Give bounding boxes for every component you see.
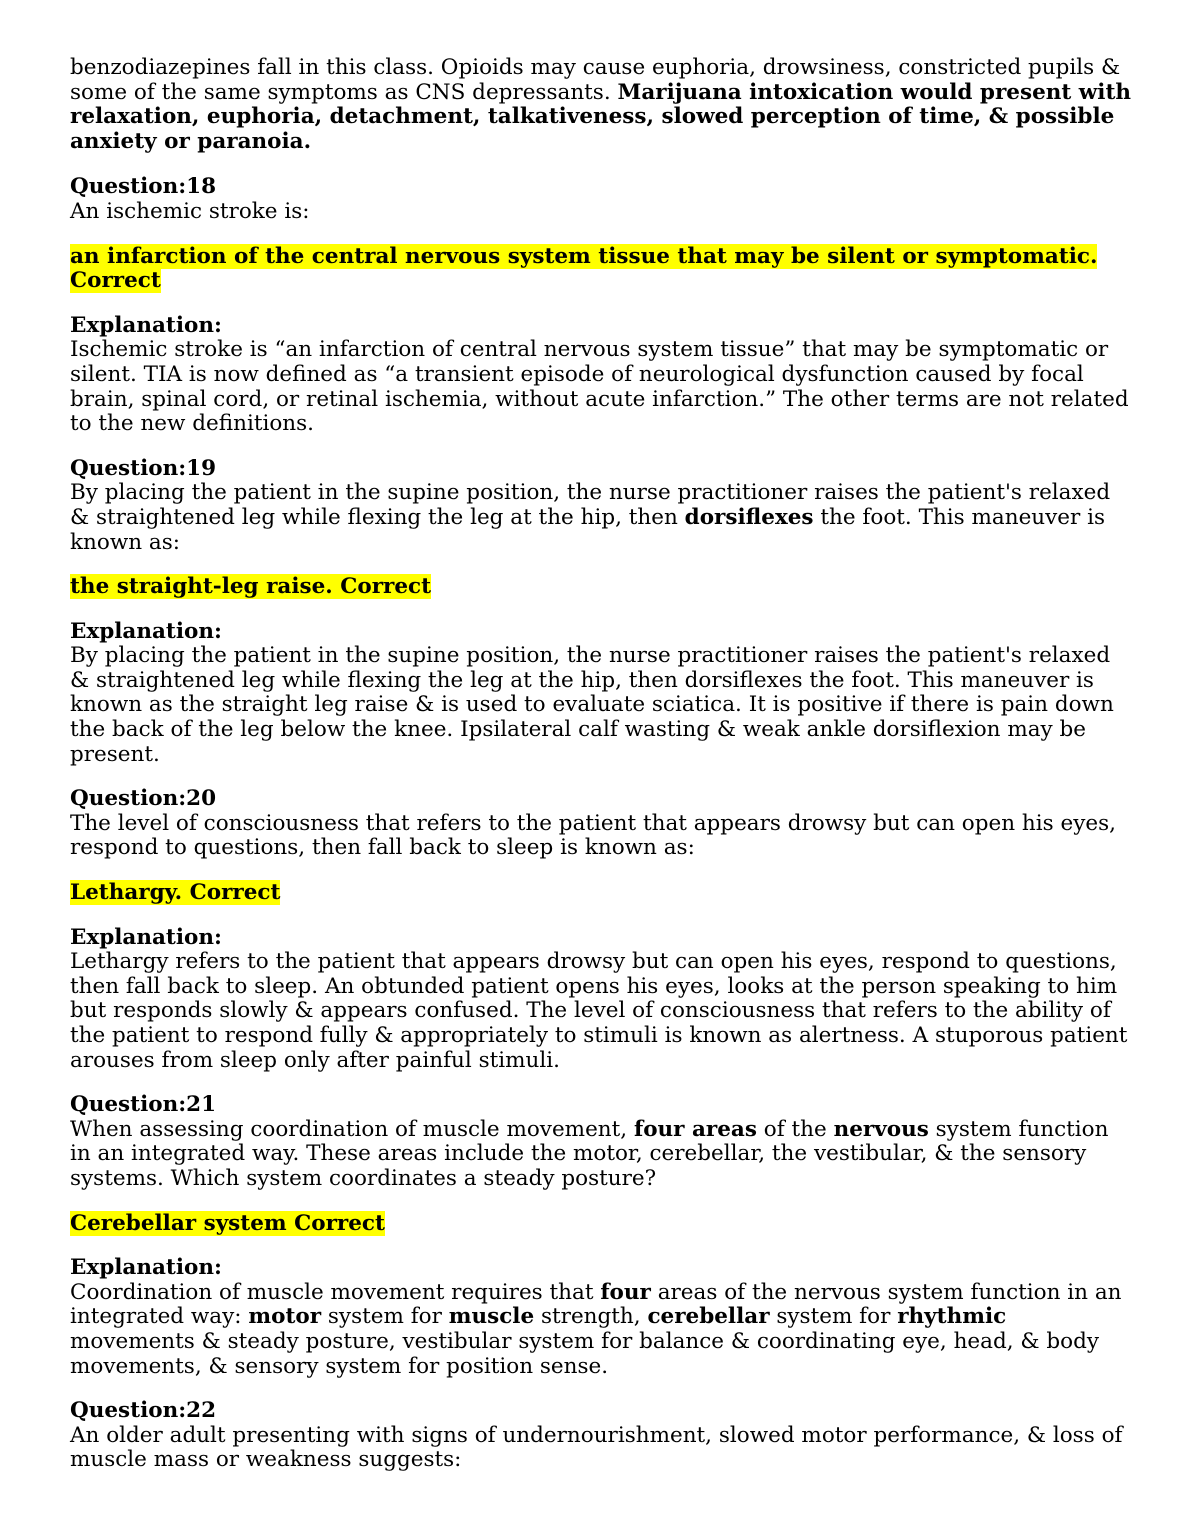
explanation-label: Explanation: — [70, 924, 222, 950]
question-text: By placing the patient in the supine position, the nurse practitioner raises the patient's relaxed & straightened leg while flexing the leg at the hip, then dorsiflexes the foot. This maneuver is known as: — [70, 480, 1111, 555]
answer-line — [70, 1212, 1135, 1237]
question-text: When assessing coordination of muscle movement, four areas of the nervous system function in an integrated way. These areas include the motor, cerebellar, the vestibular, & the sensory systems. Which system coordinates a steady posture? — [70, 1116, 1109, 1191]
answer-line — [70, 881, 1135, 906]
question-21 — [70, 1093, 1135, 1379]
intro-text: benzodiazepines fall in this class. Opioids may cause euphoria, drowsiness, constricted pupils & some of the same symptoms as CNS depressants. — [70, 55, 1121, 105]
answer-line — [70, 245, 1135, 294]
explanation-label: Explanation: — [70, 1255, 222, 1281]
question-22 — [70, 1399, 1135, 1473]
question-label: Question:20 — [70, 786, 217, 812]
explanation-label: Explanation: — [70, 312, 222, 338]
question-text: An ischemic stroke is: — [70, 198, 310, 224]
question-18 — [70, 175, 1135, 436]
correct-answer: Lethargy. Correct — [70, 880, 281, 906]
explanation-label: Explanation: — [70, 618, 222, 644]
intro-paragraph — [70, 56, 1135, 154]
intro-bold-text: Marijuana intoxication would present with relaxation, euphoria, detachment, talkativeness, slowed perception of time, & possible anxiety or paranoia. — [70, 79, 1132, 154]
explanation-text: Lethargy refers to the patient that appears drowsy but can open his eyes, respond to questions, then fall back to sleep. An obtunded patient opens his eyes, looks at the person speaking to him but responds slowly & appears confused. The level of consciousness that refers to the ability of the patient to respond fully & appropriately to stimuli is known as alertness. A stuporous patient arouses from sleep only after painful stimuli. — [70, 949, 1128, 1073]
answer-line — [70, 575, 1135, 600]
question-text: The level of consciousness that refers to the patient that appears drowsy but can open his eyes, respond to questions, then fall back to sleep is known as: — [70, 810, 1116, 861]
question-label: Question:18 — [70, 174, 217, 200]
question-20 — [70, 787, 1135, 1073]
correct-answer: an infarction of the central nervous system tissue that may be silent or symptomatic. Correct — [70, 243, 1098, 294]
correct-answer: the straight-leg raise. Correct — [70, 574, 432, 600]
question-text: An older adult presenting with signs of undernourishment, slowed motor performance, & loss of muscle mass or weakness suggests: — [70, 1422, 1123, 1473]
document-page — [70, 56, 1135, 1473]
explanation-text: Coordination of muscle movement requires that four areas of the nervous system function in an integrated way: motor system for muscle strength, cerebellar system for rhythmic movements & steady posture, vestibular system for balance & coordinating eye, head, & body movements, & sensory system for position sense. — [70, 1279, 1122, 1379]
question-19 — [70, 457, 1135, 768]
question-label: Question:19 — [70, 455, 217, 481]
explanation-text: Ischemic stroke is “an infarction of central nervous system tissue” that may be symptomatic or silent. TIA is now defined as “a transient episode of neurological dysfunction caused by focal brain, spinal cord, or retinal ischemia, without acute infarction.” The other terms are not related to the new definitions. — [70, 337, 1129, 437]
question-label: Question:22 — [70, 1398, 217, 1424]
explanation-text: By placing the patient in the supine position, the nurse practitioner raises the patient's relaxed & straightened leg while flexing the leg at the hip, then dorsiflexes the foot. This maneuver is known as the straight leg raise & is used to evaluate sciatica. It is positive if there is pain down the back of the leg below the knee. Ipsilateral calf wasting & weak ankle dorsiflexion may be present. — [70, 643, 1114, 767]
question-label: Question:21 — [70, 1092, 217, 1118]
correct-answer: Cerebellar system Correct — [70, 1210, 385, 1236]
